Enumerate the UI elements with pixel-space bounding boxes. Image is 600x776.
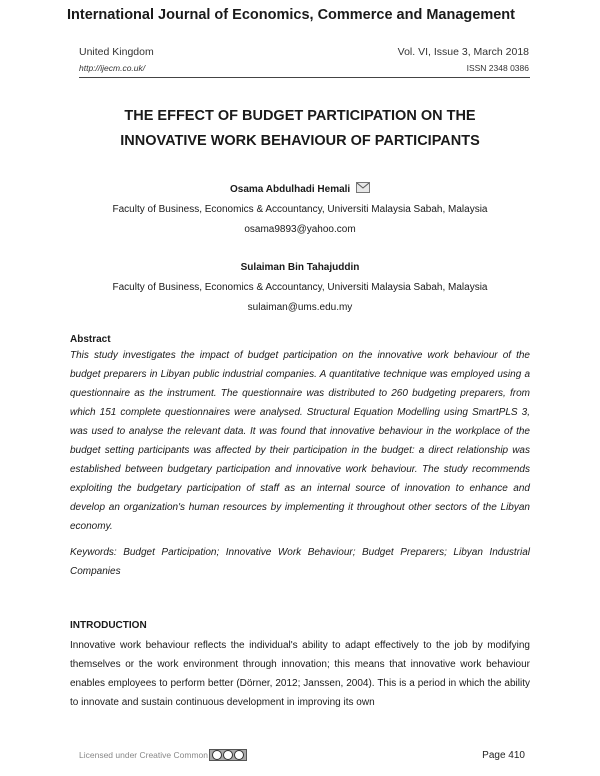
header-volume: Vol. VI, Issue 3, March 2018 [397, 46, 529, 58]
abstract-heading: Abstract [70, 334, 111, 345]
author-block-2 [40, 258, 560, 318]
introduction-text: Innovative work behaviour reflects the individual's ability to adapt effectively to the job by modifying themselves or the work environment through innovation; this means that innovative work behaviour enables employees to perform better (Dörner, 2012; Janssen, 2004). This is a period in which the ability to innovate and sustain continuous development in improving its own [70, 640, 530, 708]
author-affiliation: Faculty of Business, Economics & Accountancy, Universiti Malaysia Sabah, Malaysia [112, 282, 488, 293]
header-row-2 [79, 63, 529, 73]
header-issn: ISSN 2348 0386 [466, 63, 529, 73]
author-email-link[interactable]: osama9893@yahoo.com [244, 224, 356, 235]
header-row-1 [79, 46, 529, 58]
mail-icon[interactable] [356, 182, 370, 193]
journal-title: International Journal of Economics, Commerce and Management [67, 7, 515, 23]
header-divider [79, 77, 530, 78]
author-email-link[interactable]: sulaiman@ums.edu.my [247, 302, 353, 313]
journal-url-link[interactable]: http://ijecm.co.uk/ [79, 63, 146, 73]
paper-title-line-2: INNOVATIVE WORK BEHAVIOUR OF PARTICIPANTS [120, 133, 480, 149]
page-number: Page 410 [482, 749, 525, 761]
abstract-text: This study investigates the impact of budget participation on the innovative work behaviour of the budget preparers in Libyan public industrial companies. A quantitative technique was employed using a questionnaire as the instrument. The questionnaire was distributed to 260 budgeting preparers, from which 151 complete questionnaires were analysed. Structural Equation Modelling using SmartPLS 3, was used to analyse the relevant data. It was found that innovative behaviour in the workplace of the budget setting participants was affected by their participation in the budget: a direct relationship was established between budgetary participation and innovative work behaviour. The study recommends exploiting the budgetary participation of staff as an internal source of innovation to enhance and develop an organization's human resources by implementing it throughout other sectors of the Libyan economy. [70, 350, 530, 532]
author-block-1 [40, 180, 560, 240]
author-name: Osama Abdulhadi Hemali [230, 184, 351, 195]
keywords: Keywords: Budget Participation; Innovative Work Behaviour; Budget Preparers; Libyan Industrial Companies [70, 547, 530, 577]
paper-title [40, 104, 560, 154]
author-affiliation: Faculty of Business, Economics & Accountancy, Universiti Malaysia Sabah, Malaysia [112, 204, 488, 215]
paper-title-line-1: THE EFFECT OF BUDGET PARTICIPATION ON THE [124, 108, 476, 124]
cc-icon [212, 750, 222, 760]
introduction-heading: INTRODUCTION [70, 620, 147, 631]
creative-commons-icon[interactable] [209, 749, 247, 761]
by-icon [223, 750, 233, 760]
nc-icon [234, 750, 244, 760]
license-text: Licensed under Creative Common [79, 750, 208, 760]
license-statement [79, 749, 247, 761]
page-footer [79, 749, 525, 761]
author-name: Sulaiman Bin Tahajuddin [240, 262, 360, 273]
header-country: United Kingdom [79, 46, 154, 58]
